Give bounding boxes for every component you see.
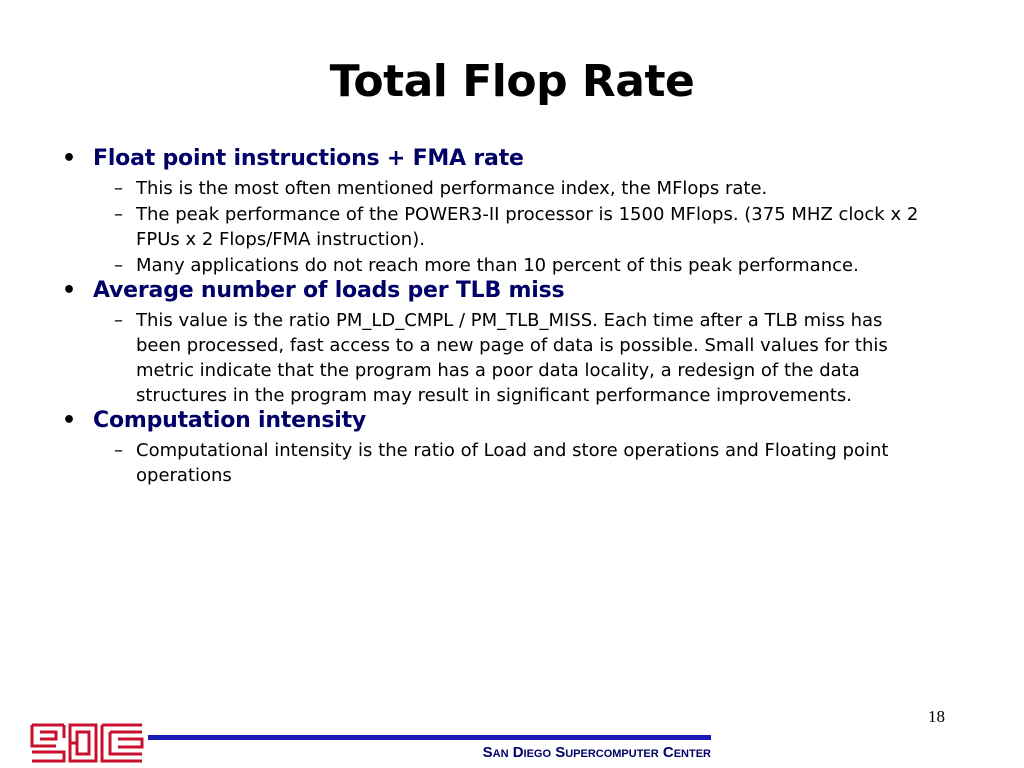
sub-item <box>114 253 962 278</box>
sub-dash: – <box>114 440 123 461</box>
bullet-group <box>62 408 962 488</box>
bullet-heading: Computation intensity <box>93 408 367 433</box>
sub-item <box>114 176 962 201</box>
sub-dash: – <box>114 178 123 199</box>
footer-accent-line <box>148 735 711 740</box>
sub-dash: – <box>114 255 123 276</box>
sub-dash: – <box>114 204 123 225</box>
sub-item-text: The peak performance of the POWER3-II processor is 1500 MFlops. (375 MHZ clock x 2 FPUs x 2 Flops/FMA instruction). <box>136 204 919 250</box>
sub-item-text: This value is the ratio PM_LD_CMPL / PM_TLB_MISS. Each time after a TLB miss has been processed, fast access to a new page of data is possible. Small values for this metric indicate that the program has a poor data locality, a redesign of the data structures in the program may result in significant performance improvements. <box>136 310 888 406</box>
sub-item-text: Computational intensity is the ratio of Load and store operations and Floating point operations <box>136 440 889 486</box>
sub-item-text: Many applications do not reach more than 10 percent of this peak performance. <box>136 255 859 276</box>
bullet-group <box>62 146 962 278</box>
footer-organization: San Diego Supercomputer Center <box>482 744 711 761</box>
sub-item-text: This is the most often mentioned performance index, the MFlops rate. <box>136 178 768 199</box>
slide-title: Total Flop Rate <box>329 56 695 107</box>
bullet-item <box>62 146 962 171</box>
bullet-heading: Float point instructions + FMA rate <box>93 146 524 171</box>
page-number: 18 <box>928 707 945 726</box>
bullet-group <box>62 278 962 408</box>
bullet-dot: • <box>62 278 77 303</box>
bullet-dot: • <box>62 146 77 171</box>
sub-dash: – <box>114 310 123 331</box>
sub-list <box>62 176 962 278</box>
bullet-heading: Average number of loads per TLB miss <box>93 278 565 303</box>
sub-item <box>114 202 962 252</box>
sub-list <box>62 438 962 488</box>
bullet-item <box>62 278 962 303</box>
bullet-item <box>62 408 962 433</box>
sub-item <box>114 438 962 488</box>
slide-content <box>62 146 962 488</box>
sub-list <box>62 308 962 408</box>
bullet-dot: • <box>62 408 77 433</box>
sdsc-logo-icon <box>30 722 146 764</box>
sub-item <box>114 308 962 408</box>
